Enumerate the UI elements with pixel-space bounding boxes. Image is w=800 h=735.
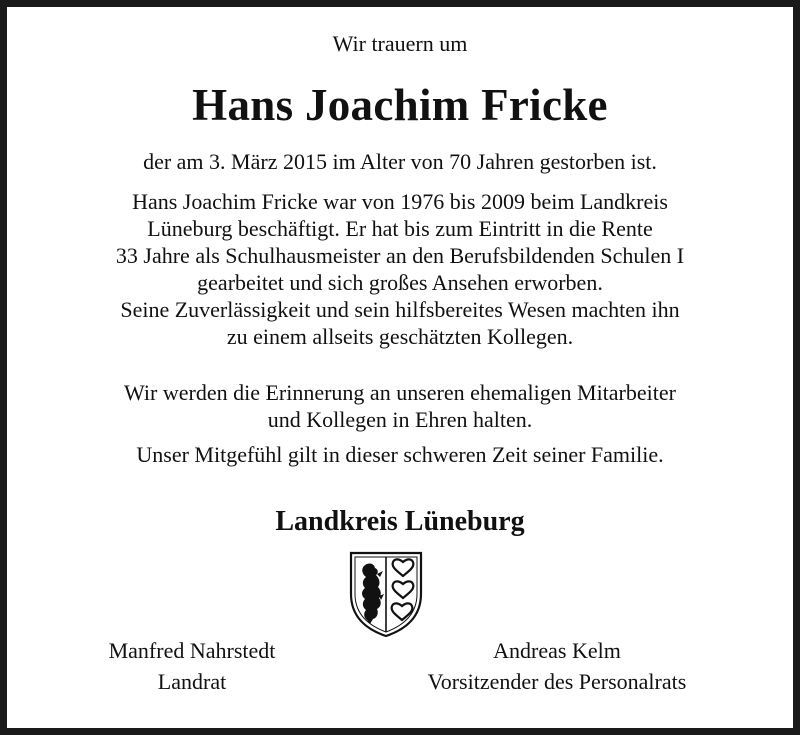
paragraph-remembrance (7, 379, 793, 433)
signatory-title: Vorsitzender des Personalrats (427, 669, 687, 694)
signatory-name: Manfred Nahrstedt (108, 638, 276, 663)
death-line: der am 3. März 2015 im Alter von 70 Jahren gestorben ist. (143, 149, 657, 174)
paragraph-line: und Kollegen in Ehren halten. (267, 407, 533, 432)
organization-name: Landkreis Lüneburg (275, 506, 525, 537)
signatory-name: Andreas Kelm (493, 638, 621, 663)
intro-text: Wir trauern um (332, 31, 468, 56)
paragraph-employment (7, 188, 793, 350)
signatory-title: Landrat (157, 669, 227, 694)
paragraph-condolence: Unser Mitgefühl gilt in dieser schweren Zeit seiner Familie. (136, 442, 664, 467)
deceased-name: Hans Joachim Fricke (192, 80, 608, 130)
coat-of-arms-icon (348, 550, 424, 638)
paragraph-line: Seine Zuverlässigkeit und sein hilfsbereites Wesen machten ihn (120, 297, 680, 322)
signatory-left (72, 635, 312, 697)
paragraph-line: Hans Joachim Fricke war von 1976 bis 2009 beim Landkreis (132, 189, 668, 214)
paragraph-line: Lüneburg beschäftigt. Er hat bis zum Eintritt in die Rente (147, 216, 653, 241)
paragraph-line: Wir werden die Erinnerung an unseren ehemaligen Mitarbeiter (124, 380, 676, 405)
paragraph-line: 33 Jahre als Schulhausmeister an den Berufsbildenden Schulen I (115, 243, 685, 268)
paragraph-line: zu einem allseits geschätzten Kollegen. (226, 324, 574, 349)
paragraph-line: gearbeitet und sich großes Ansehen erworben. (197, 270, 603, 295)
signatory-right (392, 635, 722, 697)
